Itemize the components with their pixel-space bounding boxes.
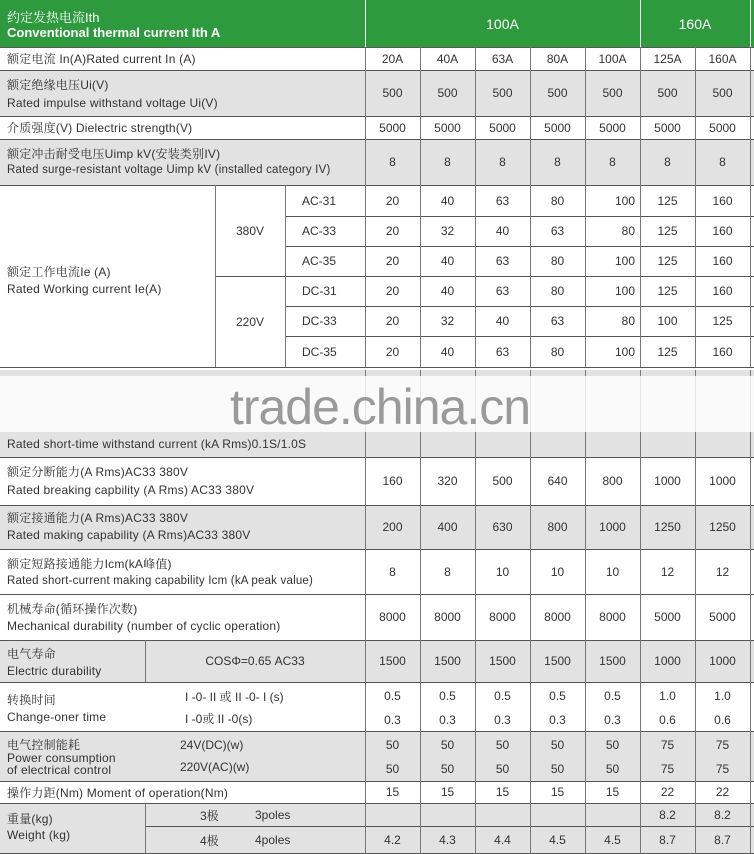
change-value-1: 1.0 [714,689,731,703]
moment-value: 15 [385,785,400,799]
making-label-en: Rated making capability (A Rms)AC33 380V [7,528,251,542]
working-value: 20 [385,344,400,359]
weight-3p-en: 3poles [255,808,291,822]
making-value: 1000 [599,520,626,534]
electric-value: 1500 [379,654,406,668]
working-value: 32 [440,224,455,238]
rated-current-value: 63A [491,51,514,66]
working-value: 40 [495,314,510,328]
making-value: 800 [547,520,568,534]
power-ac-value: 50 [495,762,510,776]
working-value: 80 [621,314,635,328]
power-dc-label: 24V(DC)(w) [180,738,244,752]
working-value: 40 [440,254,455,268]
working-value: 125 [657,194,678,208]
working-value: 20 [385,194,400,208]
working-value: 100 [657,314,678,328]
power-label-en-2: of electrical control [7,763,112,777]
change-value-1: 0.5 [384,689,401,703]
change-value-1: 0.5 [549,689,566,703]
surge-label-cn: 额定冲击耐受电压Uimp kV(安装类别IV) [7,147,221,161]
rated-current-label: 额定电流 In(A)Rated current In (A) [7,52,196,66]
change-value-1: 0.5 [494,689,511,703]
moment-value: 22 [715,785,730,799]
working-value: 160 [712,344,733,359]
working-value: 63 [495,254,510,268]
breaking-value: 160 [382,474,403,488]
surge-value: 8 [444,155,451,169]
short-making-value: 8 [389,564,396,579]
mechanical-label-cn: 机械寿命(循环操作次数) [7,602,138,616]
working-value: 80 [621,224,635,238]
power-dc-value: 50 [440,738,455,752]
working-value: 80 [550,344,565,359]
dielectric-value: 5000 [544,120,571,135]
change-label-cn: 转换时间 [7,693,56,707]
electric-value: 1500 [599,654,626,668]
weight-4p-value: 8.7 [659,833,676,847]
weight-4p-value: 4.5 [549,833,566,847]
working-value: 80 [550,284,565,298]
working-value: 20 [385,284,400,298]
making-value: 630 [492,520,513,534]
working-value: 20 [385,254,400,268]
surge-value: 8 [664,155,671,169]
working-value: 63 [550,314,565,328]
category-dc33: DC-33 [302,314,337,328]
working-value: 125 [712,314,733,328]
working-value: 160 [712,284,733,298]
electric-value: 1500 [434,654,461,668]
category-ac33: AC-33 [302,224,337,238]
mechanical-value: 8000 [544,610,571,624]
moment-value: 15 [605,785,620,799]
working-value: 125 [657,284,678,298]
working-value: 160 [712,224,733,238]
change-label-en: Change-oner time [7,710,107,724]
insulation-value: 500 [382,86,403,100]
weight-3p-value: 8.2 [659,808,676,822]
mechanical-value: 5000 [654,610,681,624]
breaking-value: 800 [602,474,623,488]
power-dc-value: 75 [660,738,675,752]
breaking-value: 500 [492,474,513,488]
working-value: 100 [614,254,635,268]
electric-value: 1000 [654,654,681,668]
surge-value: 8 [554,155,561,169]
working-value: 20 [385,314,400,328]
moment-value: 15 [550,785,565,799]
electric-value: 1500 [489,654,516,668]
power-dc-value: 75 [715,738,730,752]
category-ac35: AC-35 [302,254,337,268]
short-making-value: 10 [605,564,620,579]
rated-current-value: 20A [381,51,404,66]
weight-4p-value: 4.3 [439,833,456,847]
working-value: 80 [550,194,565,208]
dielectric-value: 5000 [434,120,461,135]
insulation-value: 500 [492,86,513,100]
weight-4p-value: 4.5 [604,833,621,847]
weight-4p-cn: 4极 [200,833,219,848]
power-ac-value: 50 [385,762,400,776]
short-making-label-en: Rated short-current making capability Icm (kA peak value) [7,575,314,587]
moment-value: 15 [440,785,455,799]
working-value: 80 [550,254,565,268]
surge-label-en: Rated surge-resistant voltage Uimp kV (installed category IV) [7,164,331,176]
weight-4p-en: 4poles [255,833,291,847]
mechanical-value: 8000 [434,610,461,624]
working-value: 40 [440,344,455,359]
mechanical-value: 8000 [599,610,626,624]
working-value: 100 [614,284,635,298]
dielectric-value: 5000 [379,120,406,135]
dielectric-value: 5000 [489,120,516,135]
electric-label-cn: 电气寿命 [7,647,56,661]
working-value: 100 [614,194,635,208]
header-group-160a: 160A [678,15,712,32]
category-dc35: DC-35 [302,344,337,359]
weight-label-en: Weight (kg) [7,828,71,842]
insulation-value: 500 [657,86,678,100]
working-value: 63 [495,284,510,298]
power-ac-label: 220V(AC)(w) [180,760,250,774]
electric-value: 1000 [709,654,736,668]
dielectric-value: 5000 [599,120,626,135]
weight-4p-value: 4.4 [494,833,511,847]
mechanical-value: 5000 [709,610,736,624]
making-value: 1250 [709,520,736,534]
electric-condition: COSΦ=0.65 AC33 [205,654,305,668]
working-value: 125 [657,224,678,238]
power-label-en-1: Power consumption [7,751,116,765]
breaking-value: 320 [437,474,458,488]
working-value: 160 [712,254,733,268]
making-value: 1250 [654,520,681,534]
power-label-cn: 电气控制能耗 [7,738,81,752]
power-dc-value: 50 [550,738,565,752]
change-value-2: 0.3 [604,712,621,727]
surge-value: 8 [389,155,396,169]
working-value: 40 [440,194,455,208]
working-label-en: Rated Working current Ie(A) [7,282,162,296]
short-making-value: 10 [550,564,565,579]
change-condition-1: I -0- II 或 II -0- I (s) [185,689,284,704]
voltage-220v: 220V [235,314,265,329]
short-time-label: Rated short-time withstand current (kA Rms)0.1S/1.0S [7,437,307,451]
power-dc-value: 50 [495,738,510,752]
short-making-value: 8 [444,564,451,579]
power-ac-value: 75 [715,762,730,776]
making-value: 200 [382,520,403,534]
short-making-value: 12 [660,564,675,579]
working-value: 63 [495,194,510,208]
change-value-2: 0.3 [384,712,401,727]
electric-value: 1500 [544,654,571,668]
weight-3p-cn: 3极 [200,808,219,823]
working-label-cn: 额定工作电流Ie (A) [7,265,111,279]
change-value-1: 0.5 [439,689,456,703]
header-title-cn: 约定发热电流Ith [7,10,100,25]
working-value: 100 [614,344,635,359]
power-ac-value: 50 [605,762,620,776]
working-value: 63 [495,344,510,359]
power-dc-value: 50 [605,738,620,752]
weight-3p-value: 8.2 [714,808,731,822]
electric-label-en: Electric durability [7,664,102,678]
dielectric-value: 5000 [709,120,736,135]
moment-value: 22 [660,785,675,799]
change-value-2: 0.6 [659,712,676,727]
making-label-cn: 额定接通能力(A Rms)AC33 380V [7,511,189,525]
insulation-label-en: Rated impulse withstand voltage Ui(V) [7,96,218,110]
working-value: 32 [440,314,455,328]
breaking-value: 1000 [654,474,681,488]
rated-current-value: 100A [598,51,627,66]
working-value: 125 [657,254,678,268]
mechanical-value: 8000 [379,610,406,624]
breaking-label-cn: 额定分断能力(A Rms)AC33 380V [7,465,189,479]
rated-current-value: 125A [653,51,682,66]
mechanical-value: 8000 [489,610,516,624]
breaking-value: 640 [547,474,568,488]
working-value: 160 [712,194,733,208]
insulation-label-cn: 额定绝缘电压Ui(V) [7,78,109,92]
surge-value: 8 [609,155,616,169]
header-title-en: Conventional thermal current Ith A [7,25,221,40]
insulation-value: 500 [602,86,623,100]
rated-current-value: 80A [546,51,569,66]
short-making-value: 10 [495,564,510,579]
working-value: 63 [550,224,565,238]
moment-value: 15 [495,785,510,799]
short-making-value: 12 [715,564,730,579]
voltage-380v: 380V [235,223,265,238]
change-value-1: 1.0 [659,689,676,703]
weight-4p-value: 4.2 [384,833,401,847]
power-ac-value: 75 [660,762,675,776]
weight-label-cn: 重量(kg) [7,812,53,826]
change-value-1: 0.5 [604,689,621,703]
dielectric-label: 介质强度(V) Dielectric strength(V) [7,121,193,135]
surge-value: 8 [719,155,726,169]
change-value-2: 0.3 [549,712,566,727]
category-ac31: AC-31 [302,194,337,208]
working-value: 40 [495,224,510,238]
making-value: 400 [437,520,458,534]
working-value: 20 [385,224,400,238]
header-group-100a: 100A [486,15,519,32]
breaking-value: 1000 [709,474,736,488]
rated-current-value: 160A [708,51,737,66]
category-dc31: DC-31 [302,284,337,298]
watermark: trade.china.cn [229,379,531,435]
rated-current-value: 40A [436,51,459,66]
change-value-2: 0.6 [714,712,731,727]
working-value: 125 [657,344,678,359]
weight-4p-value: 8.7 [714,833,731,847]
power-ac-value: 50 [550,762,565,776]
insulation-value: 500 [712,86,733,100]
short-making-label-cn: 额定短路接通能力Icm(kA峰值) [7,557,172,571]
insulation-value: 500 [547,86,568,100]
moment-label: 操作力距(Nm) Moment of operation(Nm) [7,786,229,800]
power-dc-value: 50 [385,738,400,752]
change-value-2: 0.3 [439,712,456,727]
change-condition-2: I -0或 II -0(s) [185,711,253,726]
power-ac-value: 50 [440,762,455,776]
insulation-value: 500 [437,86,458,100]
breaking-label-en: Rated breaking capbility (A Rms) AC33 380V [7,483,255,497]
change-value-2: 0.3 [494,712,511,727]
mechanical-label-en: Mechanical durability (number of cyclic operation) [7,619,281,633]
working-value: 40 [440,284,455,298]
surge-value: 8 [499,155,506,169]
dielectric-value: 5000 [654,120,681,135]
